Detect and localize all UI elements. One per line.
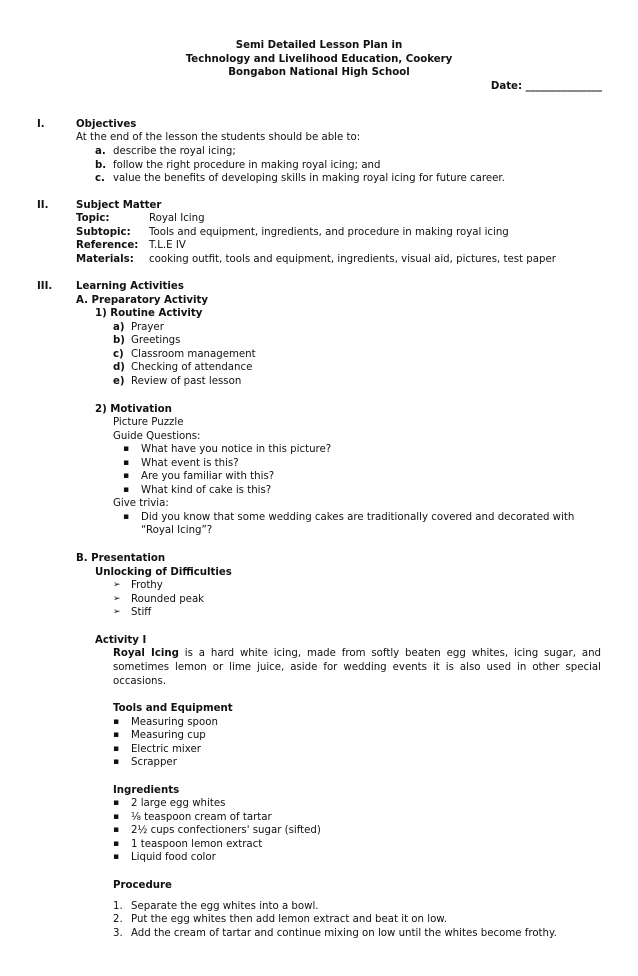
objective-item: follow the right procedure in making royal icing; and <box>113 160 381 171</box>
subject-value: cooking outfit, tools and equipment, ingredients, visual aid, pictures, test paper <box>149 253 556 265</box>
objective-letter: c. <box>95 173 105 184</box>
royal-icing-definition <box>113 647 601 688</box>
tool-item: ▪ Measuring cup <box>131 729 206 743</box>
motivation-title: 2) Motivation <box>95 404 172 415</box>
routine-item: Prayer <box>131 322 164 333</box>
subject-matter-number: II. <box>37 200 49 211</box>
objectives-intro: At the end of the lesson the students should be able to: <box>76 132 361 143</box>
procedure-number: 2. <box>113 914 123 925</box>
objective-letter: b. <box>95 160 107 171</box>
subject-key: Subtopic: <box>76 226 131 238</box>
objectives-number: I. <box>37 119 45 130</box>
ingredient-item: ▪ Liquid food color <box>131 851 216 865</box>
subject-row <box>76 226 556 240</box>
document-header <box>0 39 638 80</box>
ingredient-item: ▪ 2 large egg whites <box>131 797 225 811</box>
routine-letter: c) <box>113 349 124 360</box>
picture-puzzle: Picture Puzzle <box>113 417 184 428</box>
procedure-number: 3. <box>113 928 123 939</box>
trivia-line: ▪ Did you know that some wedding cakes are traditionally covered and decorated with <box>141 511 574 525</box>
subject-value: Royal Icing <box>149 213 205 224</box>
subject-value: Tools and equipment, ingredients, and procedure in making royal icing <box>149 226 509 238</box>
objective-item: describe the royal icing; <box>113 146 236 157</box>
routine-letter: e) <box>113 376 125 387</box>
ingredients-title: Ingredients <box>113 785 180 796</box>
procedure-step: Put the egg whites then add lemon extract and beat it on low. <box>131 914 447 925</box>
objective-letter: a. <box>95 146 106 157</box>
royal-icing-text: is a hard white icing, made from softly beaten egg whites, icing sugar, and sometimes lemon or lime juice, aside for wedding events it is also used in other special occasions. <box>113 648 602 687</box>
procedure-step: Separate the egg whites into a bowl. <box>131 901 319 912</box>
tool-item: ▪ Measuring spoon <box>131 716 218 730</box>
subject-row <box>76 239 556 253</box>
date-field: Date: _______________ <box>490 81 602 92</box>
trivia-line-continued: “Royal Icing”? <box>141 525 213 536</box>
routine-title: 1) Routine Activity <box>95 308 203 319</box>
subject-value: T.L.E IV <box>149 240 186 252</box>
procedure-number: 1. <box>113 901 123 912</box>
routine-letter: b) <box>113 335 125 346</box>
routine-item: Checking of attendance <box>131 362 253 373</box>
subject-key: Topic: <box>76 213 110 224</box>
learning-number: III. <box>37 281 53 292</box>
guide-question: ▪ What kind of cake is this? <box>141 484 271 498</box>
tool-item: ▪ Electric mixer <box>131 743 201 757</box>
objectives-title: Objectives <box>76 119 137 130</box>
objective-item: value the benefits of developing skills in making royal icing for future career. <box>113 173 505 184</box>
subject-matter-title: Subject Matter <box>76 200 162 211</box>
routine-item: Review of past lesson <box>131 376 242 387</box>
ingredient-item: ▪ ⅛ teaspoon cream of tartar <box>131 811 272 825</box>
difficulty-term: ➢ Stiff <box>131 606 151 620</box>
tools-title: Tools and Equipment <box>113 703 233 714</box>
royal-icing-term: Royal Icing <box>113 648 179 659</box>
preparatory-title: A. Preparatory Activity <box>76 295 208 306</box>
unlocking-title: Unlocking of Difficulties <box>95 567 232 578</box>
guide-question: ▪ What have you notice in this picture? <box>141 443 331 457</box>
subject-key: Materials: <box>76 253 134 265</box>
difficulty-term: ➢ Rounded peak <box>131 593 204 607</box>
guide-questions-label: Guide Questions: <box>113 431 201 442</box>
routine-letter: a) <box>113 322 125 333</box>
trivia-label: Give trivia: <box>113 498 169 509</box>
routine-letter: d) <box>113 362 125 373</box>
ingredient-item: ▪ 2½ cups confectioners' sugar (sifted) <box>131 824 321 838</box>
subject-key: Reference: <box>76 240 139 252</box>
procedure-title: Procedure <box>113 880 172 891</box>
doc-subject: Technology and Livelihood Education, Cookery <box>185 53 453 65</box>
subject-matter-table <box>76 212 556 266</box>
ingredient-item: ▪ 1 teaspoon lemon extract <box>131 838 262 852</box>
doc-title: Semi Detailed Lesson Plan in <box>235 40 403 51</box>
difficulty-term: ➢ Frothy <box>131 579 163 593</box>
tool-item: ▪ Scrapper <box>131 756 177 770</box>
doc-school: Bongabon National High School <box>228 67 410 79</box>
activity-title: Activity I <box>95 635 147 646</box>
guide-question: ▪ Are you familiar with this? <box>141 470 274 484</box>
subject-row <box>76 253 556 267</box>
learning-title: Learning Activities <box>76 281 184 292</box>
guide-question: ▪ What event is this? <box>141 457 239 471</box>
presentation-title: B. Presentation <box>76 553 166 564</box>
procedure-step: Add the cream of tartar and continue mixing on low until the whites become frothy. <box>131 928 557 939</box>
routine-item: Classroom management <box>131 349 256 360</box>
routine-item: Greetings <box>131 335 181 346</box>
subject-row <box>76 212 556 226</box>
